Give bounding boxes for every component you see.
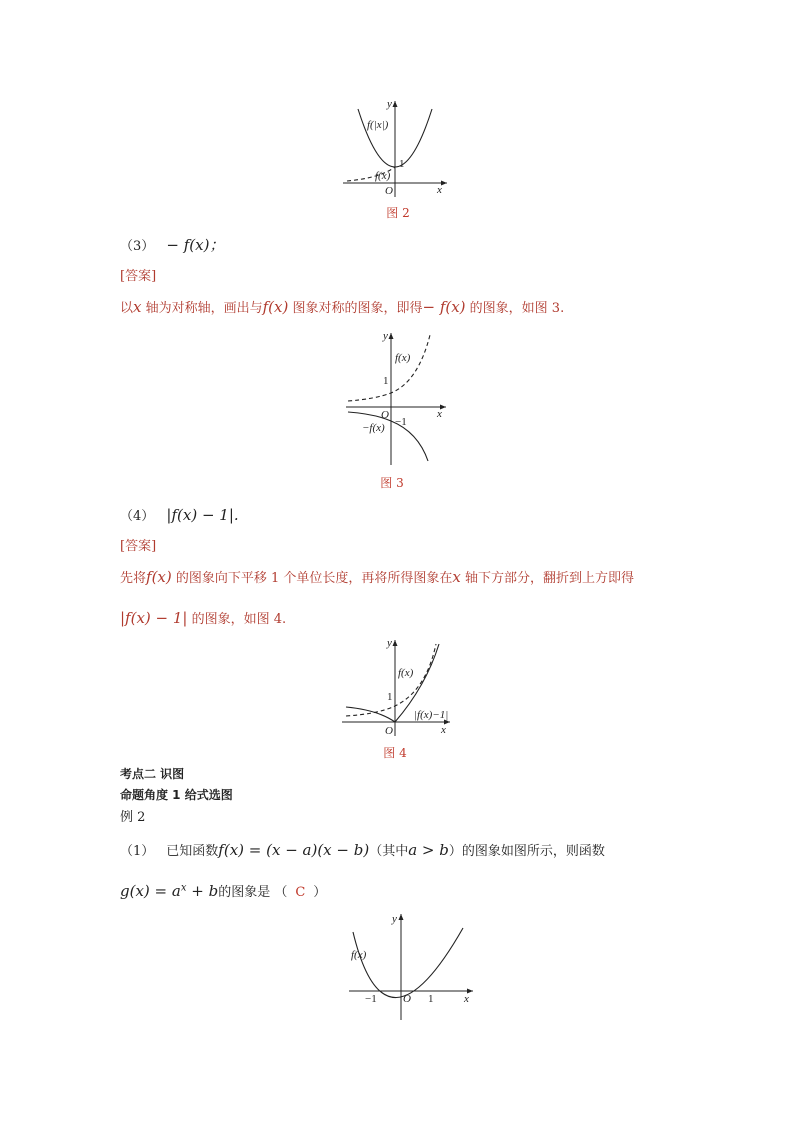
- y-label: y: [387, 98, 392, 110]
- figure-3: [340, 327, 455, 467]
- x-label: x: [464, 993, 469, 1005]
- x-label: x: [437, 184, 442, 196]
- figure-2-caption: 图 2: [386, 206, 410, 220]
- f-abs-label: f(|x|): [367, 119, 389, 131]
- item-4-expr: |f(x) − 1|.: [166, 506, 239, 524]
- question-1-cond: a > b: [408, 841, 449, 859]
- answer-3-f: f(x): [262, 298, 289, 316]
- y-label: y: [392, 913, 397, 925]
- answer-4-x: x: [452, 568, 461, 586]
- answer-4-text-2: 的图象向下平移 1 个单位长度，再将所得图象在: [171, 571, 453, 586]
- section-jiaodu: 命题角度 1 给式选图: [120, 788, 233, 802]
- item-4-label: （4）: [120, 509, 155, 524]
- x-label: x: [437, 408, 442, 420]
- tick-1: 1: [387, 691, 393, 703]
- item-3: [120, 234, 224, 255]
- question-1-text-3: ）的图象如图所示，则函数: [448, 844, 605, 859]
- question-1-text-4: 的图象是 （: [218, 885, 288, 900]
- example-label: 例 2: [120, 810, 146, 825]
- neg-f-label: −f(x): [362, 422, 385, 434]
- tick-neg-1: −1: [365, 993, 377, 1005]
- answer-4-text-4: 的图象，如图 4.: [187, 612, 287, 627]
- question-1-text-5: ）: [313, 885, 327, 900]
- answer-label-1: [答案]: [120, 269, 157, 284]
- item-3-expr: − f(x)；: [166, 236, 225, 254]
- answer-4-f: f(x): [146, 568, 172, 586]
- y-label: y: [387, 637, 392, 649]
- origin-label: O: [385, 725, 393, 737]
- origin-label: O: [403, 993, 411, 1005]
- question-1: [120, 840, 605, 859]
- section-kaodian: 考点二 识图: [120, 767, 185, 781]
- item-4: [120, 505, 239, 524]
- question-1-line-2: [120, 881, 326, 900]
- question-1-text-1: 已知函数: [166, 844, 219, 859]
- question-1-gx-plus: + b: [186, 882, 219, 900]
- answer-3-neg-f: − f(x): [422, 298, 466, 316]
- f-label: f(x): [351, 949, 367, 961]
- f-label: f(x): [375, 170, 391, 182]
- figure-4: [338, 636, 463, 740]
- item-3-label: （3）: [120, 239, 155, 254]
- answer-choice: C: [295, 885, 306, 900]
- answer-4-text-1: 先将: [120, 571, 147, 586]
- question-1-label: （1）: [120, 844, 155, 859]
- f-curve: [348, 335, 430, 401]
- f-label: f(x): [395, 352, 411, 364]
- tick-1: 1: [399, 158, 405, 170]
- figure-2: [335, 95, 455, 200]
- answer-4-line-2: [120, 608, 286, 627]
- tick-1: 1: [428, 993, 434, 1005]
- abs-f-label: |f(x)−1|: [414, 709, 449, 721]
- f-curve: [346, 644, 436, 716]
- figure-4-caption: 图 4: [383, 746, 407, 760]
- answer-4-abs-f: |f(x) − 1|: [120, 609, 188, 627]
- answer-3-text-2: 轴为对称轴，画出与: [141, 301, 263, 316]
- origin-label: O: [381, 409, 389, 421]
- origin-label: O: [385, 185, 393, 197]
- tick-neg-1: −1: [395, 416, 407, 428]
- question-1-gx-sup: x: [180, 882, 187, 894]
- question-1-fx: f(x) = (x − a)(x − b): [218, 841, 370, 859]
- y-label: y: [383, 330, 388, 342]
- question-1-gx: g(x) = a: [120, 882, 181, 900]
- f-curve: [353, 928, 463, 998]
- f-label: f(x): [398, 667, 414, 679]
- tick-1: 1: [383, 375, 389, 387]
- answer-4-text-3: 轴下方部分，翻折到上方即得: [460, 571, 635, 586]
- figure-5: [345, 910, 480, 1022]
- answer-4: [120, 567, 634, 586]
- answer-3-text-1: 以: [120, 301, 134, 316]
- answer-3-text-4: 的图象，如图 3.: [465, 301, 565, 316]
- answer-3: [120, 297, 564, 316]
- answer-3-text-3: 图象对称的图象，即得: [288, 301, 423, 316]
- question-1-text-2: （其中: [369, 844, 409, 859]
- x-label: x: [441, 724, 446, 736]
- figure-3-caption: 图 3: [380, 476, 404, 490]
- answer-3-x: x: [133, 298, 142, 316]
- answer-label-2: [答案]: [120, 539, 157, 554]
